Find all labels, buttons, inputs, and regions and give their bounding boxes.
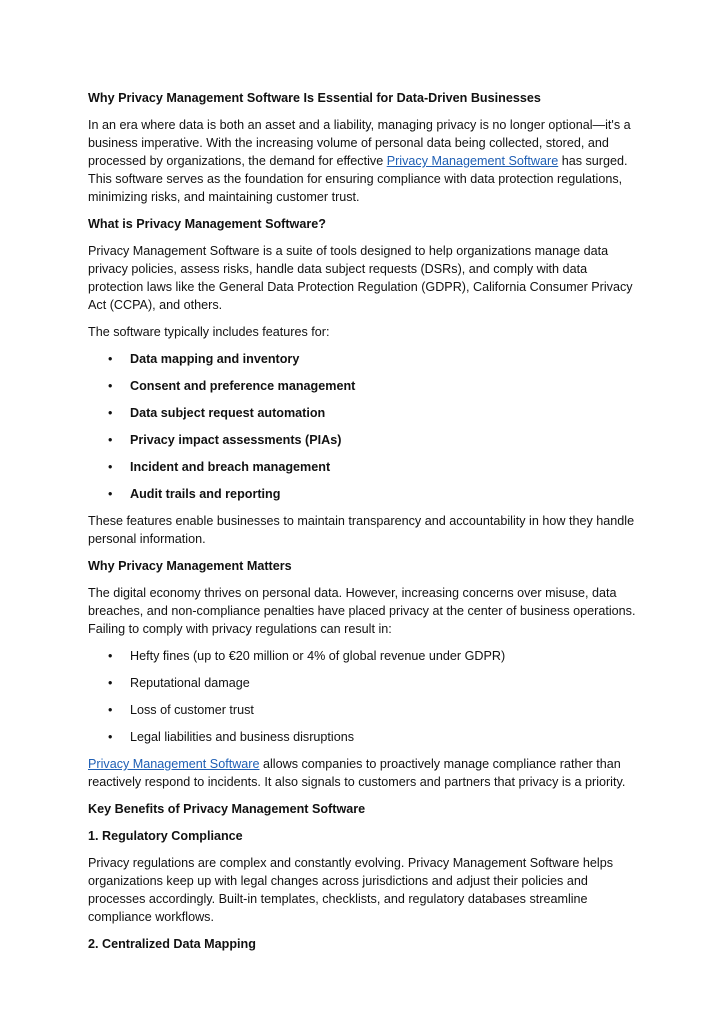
- why-paragraph-2: [88, 755, 639, 791]
- list-item: [88, 458, 639, 476]
- features-list: [88, 350, 639, 503]
- bullet-icon: •: [108, 433, 113, 447]
- feature-label: Audit trails and reporting: [130, 487, 281, 501]
- what-paragraph-2: The software typically includes features for:: [88, 325, 330, 339]
- list-item: [88, 377, 639, 395]
- what-paragraph-3: These features enable businesses to maintain transparency and accountability in how they handle personal information.: [88, 514, 635, 546]
- bullet-icon: •: [108, 406, 113, 420]
- bullet-icon: •: [108, 649, 113, 663]
- risk-label: Reputational damage: [130, 676, 250, 690]
- why-paragraph-1: The digital economy thrives on personal data. However, increasing concerns over misuse, data breaches, and non-compliance penalties have placed privacy at the center of business operations. Failing to comply with privacy regulations can result in:: [88, 586, 636, 636]
- bullet-icon: •: [108, 487, 113, 501]
- list-item: [88, 701, 639, 719]
- list-item: [88, 485, 639, 503]
- subheading-regulatory-compliance: 1. Regulatory Compliance: [88, 829, 243, 843]
- privacy-software-link[interactable]: Privacy Management Software: [386, 154, 559, 168]
- bullet-icon: •: [108, 379, 113, 393]
- section-heading-benefits: Key Benefits of Privacy Management Software: [88, 802, 366, 816]
- subheading-centralized-data-mapping: 2. Centralized Data Mapping: [88, 937, 256, 951]
- intro-text-after: has surged. This software serves as the foundation for ensuring compliance with data protection regulations, minimizing risks, and maintaining customer trust.: [88, 154, 628, 204]
- risk-label: Loss of customer trust: [130, 703, 254, 717]
- feature-label: Data subject request automation: [130, 406, 326, 420]
- list-item: [88, 350, 639, 368]
- risks-list: [88, 647, 639, 746]
- bullet-icon: •: [108, 676, 113, 690]
- why-text-after-link: allows companies to proactively manage compliance rather than reactively respond to incidents. It also signals to customers and partners that privacy is a priority.: [88, 757, 626, 789]
- page-title: Why Privacy Management Software Is Essential for Data-Driven Businesses: [88, 91, 541, 105]
- what-paragraph-1: Privacy Management Software is a suite of tools designed to help organizations manage data privacy policies, assess risks, handle data subject requests (DSRs), and comply with data protection laws like the General Data Protection Regulation (GDPR), California Consumer Privacy Act (CCPA), and others.: [88, 244, 633, 312]
- list-item: [88, 728, 639, 746]
- bullet-icon: •: [108, 352, 113, 366]
- bullet-icon: •: [108, 730, 113, 744]
- feature-label: Consent and preference management: [130, 379, 356, 393]
- feature-label: Data mapping and inventory: [130, 352, 300, 366]
- privacy-software-link-2[interactable]: Privacy Management Software: [88, 757, 260, 771]
- section-heading-what: What is Privacy Management Software?: [88, 217, 326, 231]
- feature-label: Incident and breach management: [130, 460, 331, 474]
- section-heading-why: Why Privacy Management Matters: [88, 559, 292, 573]
- list-item: [88, 647, 639, 665]
- intro-paragraph: [88, 116, 639, 206]
- regulatory-compliance-paragraph: Privacy regulations are complex and constantly evolving. Privacy Management Software helps organizations keep up with legal changes across jurisdictions and adjust their policies and processes accordingly. Built-in templates, checklists, and regulatory databases streamline compliance workflows.: [88, 856, 614, 924]
- bullet-icon: •: [108, 703, 113, 717]
- risk-label: Hefty fines (up to €20 million or 4% of global revenue under GDPR): [130, 649, 506, 663]
- intro-text-before: In an era where data is both an asset and a liability, managing privacy is no longer optional—it's a business imperative. With the increasing volume of personal data being collected, stored, and processed by organizations, the demand for effective: [88, 118, 631, 168]
- list-item: [88, 431, 639, 449]
- list-item: [88, 674, 639, 692]
- risk-label: Legal liabilities and business disruptions: [130, 730, 355, 744]
- list-item: [88, 404, 639, 422]
- bullet-icon: •: [108, 460, 113, 474]
- feature-label: Privacy impact assessments (PIAs): [130, 433, 342, 447]
